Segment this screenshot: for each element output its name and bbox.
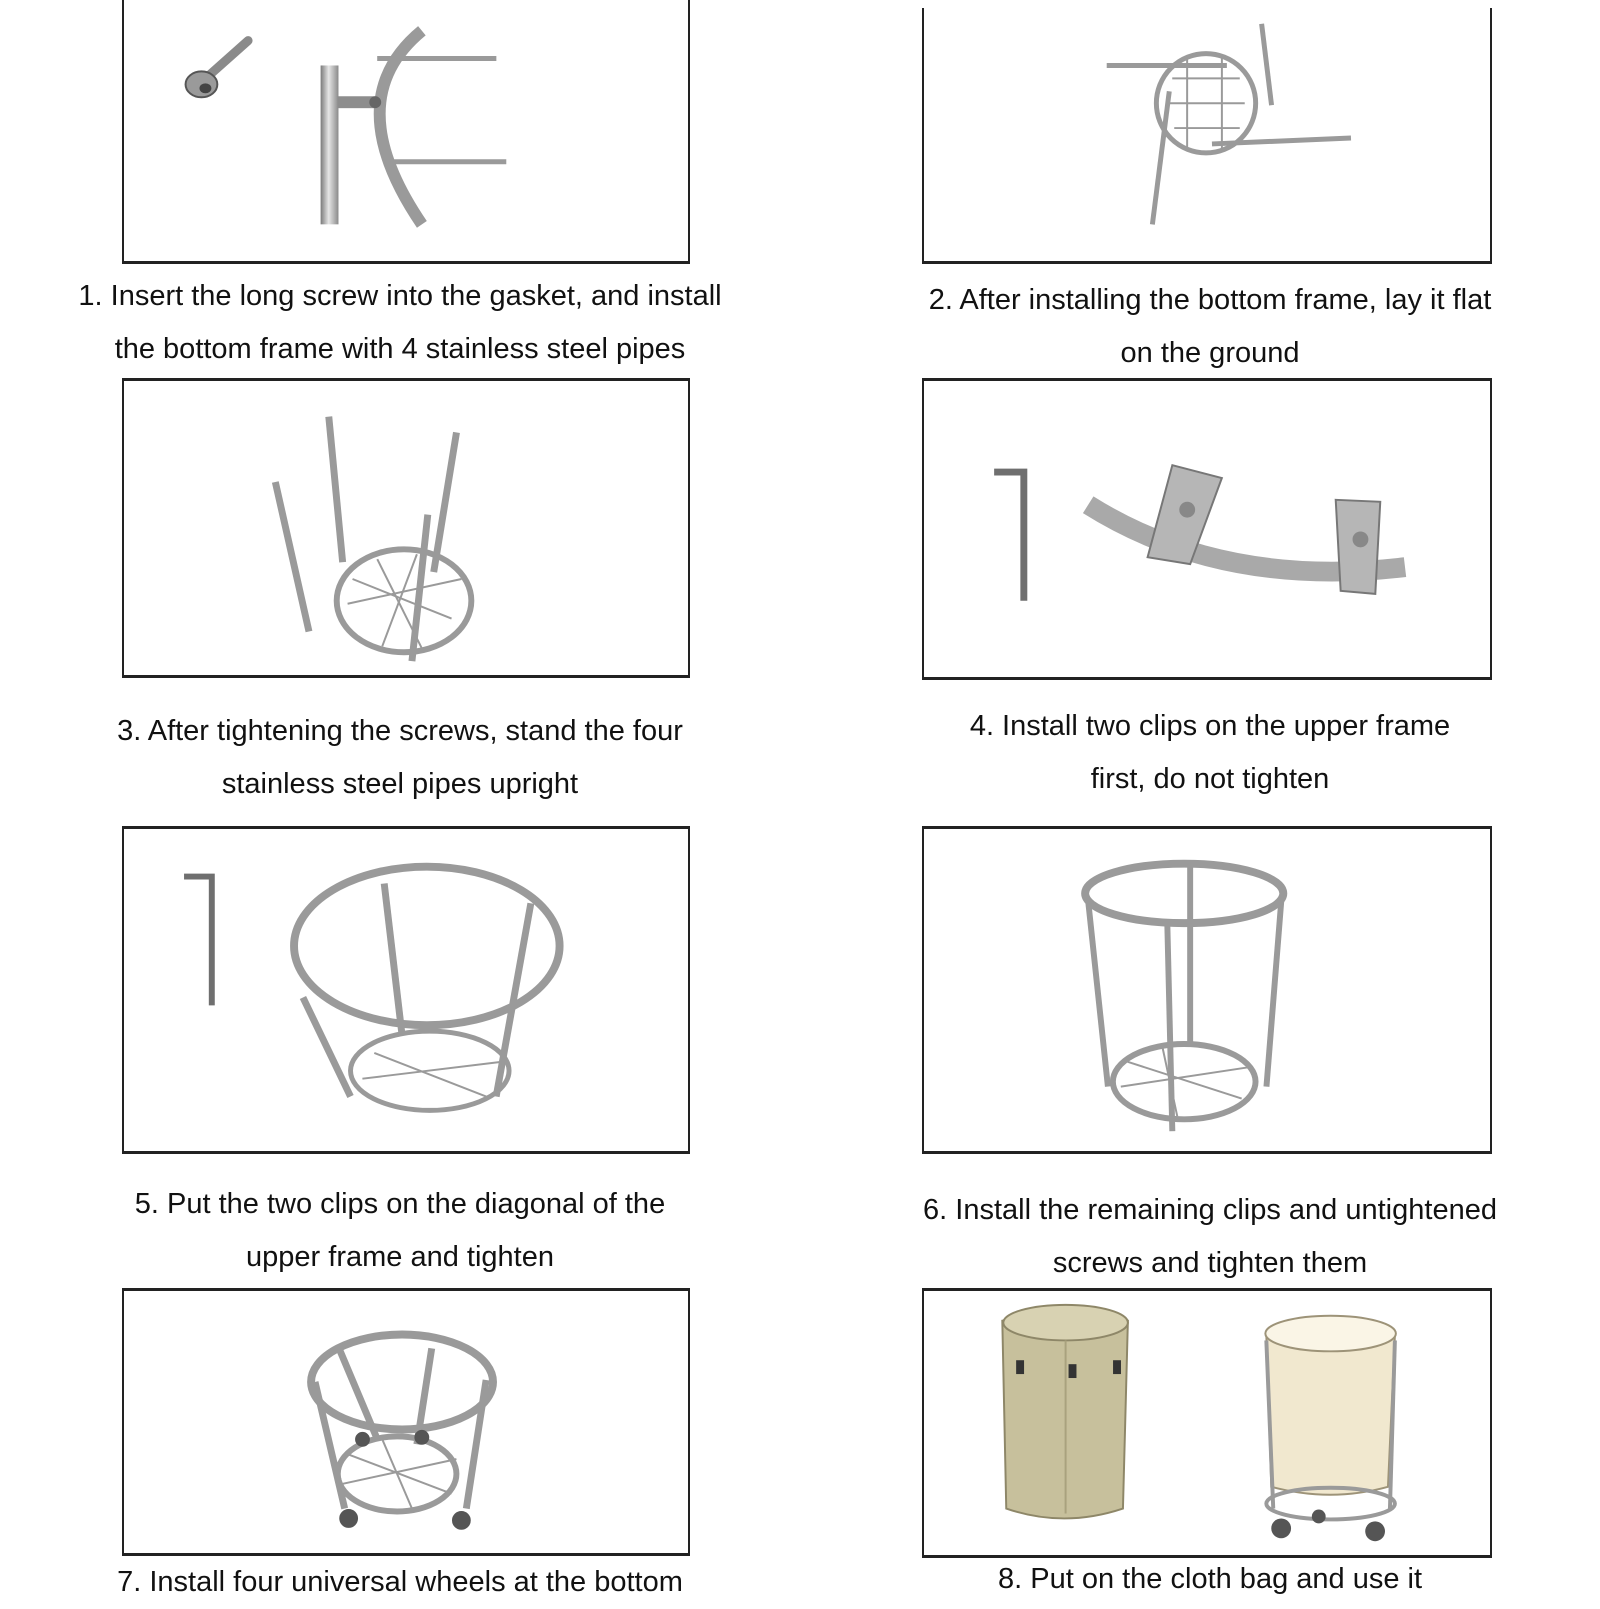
bottom-frame-flat-icon — [1107, 24, 1351, 225]
upright-pipes-icon — [275, 417, 471, 662]
step-6-illustration-panel — [922, 826, 1492, 1154]
step-4-caption-line-1: 4. Install two clips on the upper frame — [969, 710, 1451, 742]
step-2-illustration — [924, 8, 1490, 264]
frame-with-wheels-icon — [311, 1335, 493, 1530]
step-5-caption — [30, 1178, 770, 1284]
step-7-caption — [30, 1556, 770, 1609]
allen-key-icon — [994, 472, 1024, 601]
step-4-illustration — [924, 381, 1490, 680]
step-4-caption — [850, 700, 1570, 806]
allen-key-icon — [184, 877, 212, 1006]
step-2-caption — [850, 274, 1570, 380]
step-8-caption-line-1: 8. Put on the cloth bag and use it — [997, 1563, 1423, 1595]
step-5-caption-line-1: 5. Put the two clips on the diagonal of the — [134, 1188, 666, 1220]
step-3-illustration — [124, 381, 688, 678]
step-6-illustration — [924, 829, 1490, 1154]
step-5-illustration-panel — [122, 826, 690, 1154]
cloth-bag-icon — [1002, 1305, 1128, 1519]
step-6-caption — [850, 1184, 1570, 1290]
step-2-caption-line-2: on the ground — [1120, 337, 1300, 369]
step-7-caption-line-1: 7. Install four universal wheels at the bottom — [117, 1566, 683, 1598]
step-5-illustration — [124, 829, 688, 1154]
step-1-illustration-panel — [122, 0, 690, 264]
upper-frame-clip-icon — [1088, 465, 1405, 594]
frame-with-clips-icon — [294, 867, 560, 1111]
laundry-cart-icon — [1265, 1316, 1396, 1541]
step-7-illustration-panel — [122, 1288, 690, 1556]
step-8-illustration — [924, 1291, 1490, 1558]
step-7-illustration — [124, 1291, 688, 1556]
step-2-caption-line-1: 2. After installing the bottom frame, lay it flat — [928, 284, 1492, 316]
step-6-caption-line-2: screws and tighten them — [1052, 1247, 1368, 1279]
step-1-illustration — [124, 0, 688, 264]
step-8-caption — [850, 1553, 1570, 1606]
step-4-illustration-panel — [922, 378, 1492, 680]
step-4-caption-line-2: first, do not tighten — [1090, 763, 1330, 795]
step-3-caption-line-1: 3. After tightening the screws, stand the four — [117, 715, 683, 747]
step-8-illustration-panel — [922, 1288, 1492, 1558]
step-3-caption — [30, 705, 770, 811]
step-3-illustration-panel — [122, 378, 690, 678]
step-5-caption-line-2: upper frame and tighten — [246, 1241, 554, 1273]
step-1-caption-line-1: 1. Insert the long screw into the gasket, and install — [78, 280, 722, 312]
assembled-frame-icon — [1085, 864, 1283, 1132]
step-6-caption-line-1: 6. Install the remaining clips and untightened — [923, 1194, 1497, 1226]
pipe-and-ring-icon — [321, 31, 507, 225]
long-screw-icon — [186, 41, 249, 98]
step-1-caption — [30, 270, 770, 376]
step-3-caption-line-2: stainless steel pipes upright — [221, 768, 579, 800]
step-1-caption-line-2: the bottom frame with 4 stainless steel pipes — [114, 333, 686, 365]
step-2-illustration-panel — [922, 8, 1492, 264]
